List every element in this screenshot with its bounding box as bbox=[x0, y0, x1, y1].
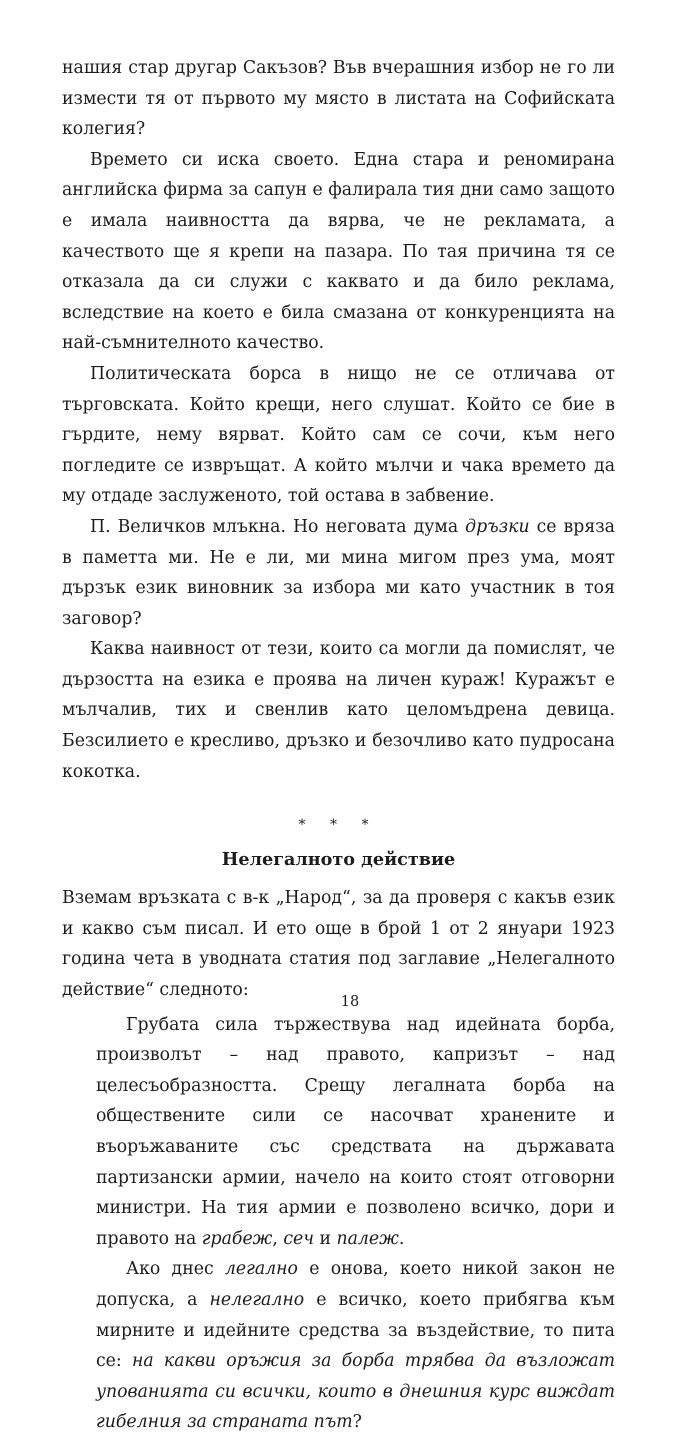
text-run: Ако днес bbox=[126, 1259, 225, 1280]
paragraph-1: нашия стар другар Сакъзов? Във вчерашния избор не го ли измести тя от първото му място в листата на Софийската колегия? bbox=[62, 58, 615, 140]
page-number: 18 bbox=[340, 994, 360, 1010]
block-quote bbox=[96, 1010, 615, 1438]
text-run: , bbox=[272, 1228, 284, 1249]
emphasis: на какви оръжия за борба трябва да възложат упованията си всички, които в днешния курс виждат гибелния за страната път bbox=[96, 1351, 615, 1433]
emphasis: дръзки bbox=[465, 516, 530, 537]
paragraph-4 bbox=[62, 512, 615, 634]
quote-paragraph-1 bbox=[96, 1010, 615, 1255]
paragraph-5: Каква наивност от тези, които са могли да помислят, че дързостта на езика е проява на личен кураж! Куражът е мълчалив, тих и свенлив като целомъдрена девица. Безсилието е кресливо, дръзко и безочливо като пудросана кокотка. bbox=[62, 639, 615, 782]
paragraph-3: Политическата борса в нищо не се отличава от търговската. Който крещи, него слушат. Който се бие в гърдите, нему вярват. Който сам се сочи, към него погледите се извръщат. А който мълчи и чака времето да му отдаде заслуженото, той остава в забвение. bbox=[62, 363, 615, 507]
text-run: П. Величков млъкна. Но неговата дума bbox=[90, 516, 466, 537]
paragraph-6: Вземам връзката с в-к „Народ“, за да проверя с какъв език и какво съм писал. И ето още в брой 1 от 2 януари 1923 година чета в уводната статия под заглавие „Нелегалното действие“ следното: bbox=[62, 888, 615, 1001]
paragraph-2: Времето си иска своето. Една стара и реномирана английска фирма за сапун е фалирала тия дни само защото е имала наивността да вярва, че не рекламата, а качеството ще я крепи на пазара. По тая причина тя се отказала да си служи с каквато и да било реклама, вследствие на което е била смазана от конкуренцията на най-съмнителното качество. bbox=[62, 149, 615, 354]
quote-paragraph-2 bbox=[96, 1254, 615, 1438]
text-run: ? bbox=[352, 1412, 362, 1433]
emphasis: легално bbox=[224, 1259, 298, 1280]
emphasis: сеч bbox=[283, 1228, 314, 1249]
page-body bbox=[62, 53, 615, 1438]
text-run: . bbox=[398, 1228, 405, 1249]
emphasis: грабеж bbox=[201, 1228, 273, 1249]
section-heading: Нелегалното действие bbox=[221, 849, 456, 871]
emphasis: нелегално bbox=[209, 1289, 305, 1310]
text-run: и bbox=[313, 1228, 337, 1249]
text-run: е всичко, което прибягва към мирните и идейните средства за въздействие, то пита се: bbox=[96, 1289, 615, 1372]
text-run: се вряза в паметта ми. Не е ли, ми мина мигом през ума, моят дързък език виновник за избора ми като участник в тоя заговор? bbox=[62, 516, 615, 629]
text-run: Грубата сила тържествува над идейната борба, произволът – над правото, капризът – над целесъобразността. Срещу легалната борба на обществените сили се насочват хранените и въоръжаваните със средствата на държавата партизански армии, начело на които стоят отговорни министри. На тия армии е позволено всичко, дори и правото на bbox=[96, 1014, 615, 1249]
emphasis: палеж bbox=[336, 1228, 399, 1249]
section-separator: * * * bbox=[298, 817, 379, 834]
text-run: е онова, което никой закон не допуска, а bbox=[96, 1259, 616, 1310]
